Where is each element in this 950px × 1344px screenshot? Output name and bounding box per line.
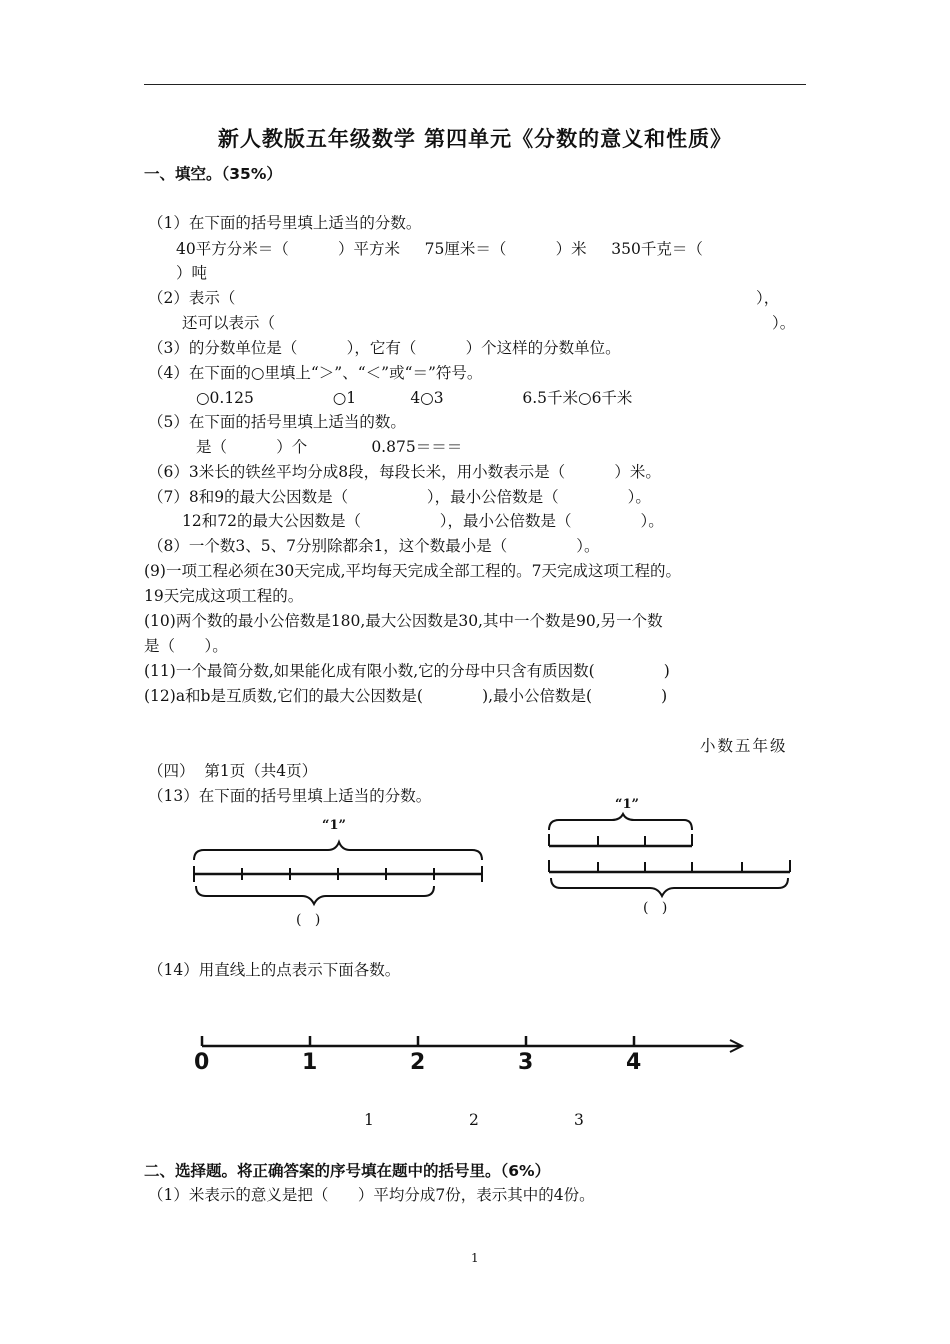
section1-heading: 一、填空。（35%） <box>144 165 282 183</box>
q7-text: （7）8和9的最大公因数是（ ），最小公倍数是（ ）。 <box>148 488 651 506</box>
q5-items: 是（ ）个 0.875＝＝＝ <box>196 438 463 456</box>
q4-text: （4）在下面的○里填上“＞”、“＜”或“＝”符号。 <box>148 364 483 382</box>
q2-line2-close: ）。 <box>772 314 796 332</box>
q2-text: （2）表示（ <box>148 289 236 307</box>
axis-label-2: 2 <box>410 1050 426 1075</box>
q13-right-label: “1” <box>615 797 640 812</box>
q14-text: （14）用直线上的点表示下面各数。 <box>148 961 401 979</box>
section2-q1: （1）米表示的意义是把（ ）平均分成7份，表示其中的4份。 <box>148 1186 595 1204</box>
q2-close: ）， <box>756 289 780 307</box>
q10-text: (10)两个数的最小公倍数是180,最大公因数是30,其中一个数是90,另一个数 <box>144 612 663 630</box>
q13-right-answer: ( ) <box>643 900 668 916</box>
axis-label-3: 3 <box>518 1050 534 1075</box>
q13-text: （13）在下面的括号里填上适当的分数。 <box>148 787 432 805</box>
q10-line2: 是（ ）。 <box>144 637 228 655</box>
header-rule <box>144 84 806 85</box>
q1-line-cont: ）吨 <box>176 264 208 282</box>
q11-text: (11)一个最简分数,如果能化成有限小数,它的分母中只含有质因数( ) <box>144 662 670 680</box>
q14-number-line <box>196 1030 756 1070</box>
q6-text: （6）3米长的铁丝平均分成8段，每段长米，用小数表示是（ ）米。 <box>148 463 661 481</box>
q7-line2: 12和72的最大公因数是（ ），最小公倍数是（ ）。 <box>182 512 664 530</box>
axis-label-0: 0 <box>194 1050 210 1075</box>
q13-left-diagram <box>190 840 490 930</box>
page-reference: （四） 第1页（共4页） <box>148 762 318 780</box>
q8-text: （8）一个数3、5、7分别除都余1，这个数最小是（ ）。 <box>148 537 600 555</box>
axis-label-4: 4 <box>626 1050 642 1075</box>
q5-text: （5）在下面的括号里填上适当的数。 <box>148 413 406 431</box>
q13-right-diagram <box>546 816 806 906</box>
q4-items: ○0.125 ○1 4○3 6.5千米○6千米 <box>196 389 633 407</box>
q14-number-2: 2 <box>469 1111 479 1129</box>
q13-left-label: “1” <box>322 818 347 833</box>
q13-left-answer: ( ) <box>296 912 321 928</box>
q9-text: (9)一项工程必须在30天完成,平均每天完成全部工程的。7天完成这项工程的。 <box>144 562 681 580</box>
corner-label: 小数五年级 <box>700 737 788 755</box>
q9-line2: 19天完成这项工程的。 <box>144 587 304 605</box>
q3-text: （3）的分数单位是（ ），它有（ ）个这样的分数单位。 <box>148 339 621 357</box>
page-title: 新人教版五年级数学 第四单元《分数的意义和性质》 <box>217 127 733 151</box>
section2-heading: 二、选择题。将正确答案的序号填在题中的括号里。（6%） <box>144 1162 551 1180</box>
q12-text: (12)a和b是互质数,它们的最大公因数是( ),最小公倍数是( ) <box>144 687 668 705</box>
q2-line2: 还可以表示（ <box>182 314 276 332</box>
axis-label-1: 1 <box>302 1050 318 1075</box>
q14-number-1: 1 <box>364 1111 374 1129</box>
q1-text: （1）在下面的括号里填上适当的分数。 <box>148 214 422 232</box>
q14-number-3: 3 <box>574 1111 584 1129</box>
q1-line: 40平方分米＝（ ）平方米 75厘米＝（ ）米 350千克＝（ <box>176 240 703 258</box>
page-number: 1 <box>471 1251 479 1265</box>
